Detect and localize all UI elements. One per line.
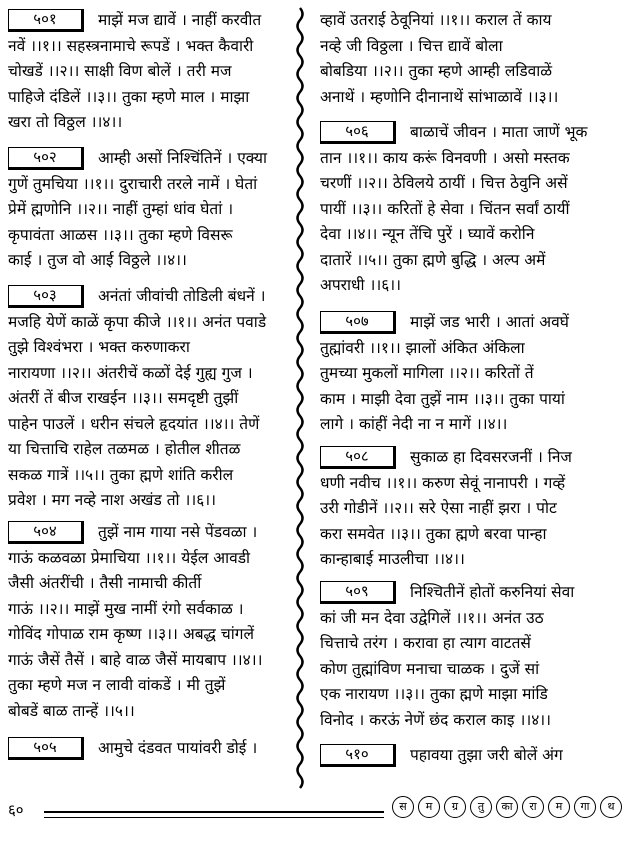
verse-501 — [8, 8, 290, 136]
verse-line: ५०१ माझें मज द्यावें । नाहीं करवीत — [8, 8, 290, 34]
verse-line: ५०३ अनंतां जीवांची तोडिली बंधनें । — [8, 284, 290, 310]
title-char: गा — [574, 796, 596, 818]
verse-506 — [320, 120, 600, 299]
title-char: थ — [600, 796, 622, 818]
verse-number-box: ५०९ — [320, 581, 396, 604]
verse-line: गाऊं कळवळा प्रेमाचिया ।।१।। येईल आवडी — [8, 548, 251, 567]
verse-line: बोबडें बाळ तान्हें ।।५।। — [8, 701, 135, 720]
verse-number-box: ५०५ — [8, 737, 84, 760]
verse-line: पाहेन पाउलें । धरीन संचले हृदयांत ।।४।। तेणें — [8, 414, 260, 433]
title-char: स — [392, 796, 414, 818]
verse-line: गाऊं जैसें तैसें । बाहे वाळ जैसें मायबाप ।।४।। — [8, 650, 263, 669]
verse-line: उरी गोडीनें ।।२।। सरे ऐसा नाहीं झरा । पोट — [320, 499, 557, 517]
verse-line: लागे । कांहीं नेदी ना न मागें ।।४।। — [320, 415, 508, 433]
verse-line: नारायणा ।।२।। अंतरीचें कळों देई गुह्य गुज । — [8, 363, 253, 382]
verse-line: या चित्ताचि राहेल तळमळ । होतील शीतळ — [8, 440, 241, 458]
column-divider — [293, 8, 307, 788]
title-char: म — [548, 796, 570, 818]
right-column — [320, 0, 600, 841]
verse-line: नव्हे जी विठ्ठला । चित्त द्यावें बोला — [320, 36, 503, 55]
verse-line: धणी नवीच ।।१।। करुण सेवूं नानापरी । गव्हें — [320, 473, 566, 492]
verse-line: अपराधी ।।६।। — [320, 276, 402, 294]
title-char: तु — [470, 796, 492, 818]
verse-line: व्हावें उतराई ठेवूनियां ।।१।। कराल तें काय — [320, 11, 552, 29]
verse-line: ५१० पहावया तुझा जरी बोलें अंग — [320, 743, 600, 769]
title-char: ग्र — [444, 796, 466, 818]
verse-line: तान ।।१।। काय करूं विनवणी । असो मस्तक — [320, 148, 570, 167]
verse-number-box: ५०१ — [8, 9, 84, 32]
verse-number-box: ५०७ — [320, 311, 396, 334]
verse-line: ५०६ बाळाचें जीवन । माता जाणें भूक — [320, 120, 600, 146]
verse-line: गोविंद गोपाळ राम कृष्ण ।।३।। अबद्ध चांगलें — [8, 625, 254, 643]
verse-line: गुणें तुमचिया ।।१।। दुराचारी तरले नामें । घेतां — [8, 174, 258, 193]
verse-line: तुमच्या मुकलों मागिला ।।२।। करितों तें — [320, 364, 534, 382]
verse-line: कान्हाबाई माउलीचा ।।४।। — [320, 550, 465, 568]
verse-line: करा समवेत ।।३।। तुका ह्मणे बरवा पान्हा — [320, 524, 547, 543]
book-title-circles — [392, 796, 626, 818]
verse-line: विनोद । करऊं नेणें छंद कराल काइ ।।४।। — [320, 710, 552, 729]
verse-line: खरा तो विठ्ठल ।।४।। — [8, 113, 123, 131]
title-char: रा — [522, 796, 544, 818]
verse-number-box: ५०२ — [8, 147, 84, 170]
verse-509 — [320, 580, 600, 733]
verse-line: ५०२ आम्ही असों निश्चिंतिनें । एक्या — [8, 146, 290, 172]
verse-line: ५०८ सुकाळ हा दिवसरजनीं । निज — [320, 445, 600, 471]
verse-line: अनाथें । म्हणोनि दीनानाथें सांभाळावें ।।३।। — [320, 87, 559, 106]
verse-line: चित्ताचे तरंग । करावा हा त्याग वाटतसें — [320, 634, 531, 652]
title-char: म — [418, 796, 440, 818]
verse-line: ५०५ आमुचे दंडवत पायांवरी डोई । — [8, 736, 290, 762]
verse-line: सकळ गात्रें ।।५।। तुका ह्मणे शांति करील — [8, 465, 234, 484]
verse-line: पाहिजे दंडिलें ।।३।। तुका म्हणे माल । माझा — [8, 87, 250, 106]
verse-line: तुझे विश्वंभरा । भक्त करुणाकरा — [8, 338, 190, 356]
verse-line: कां जी मन देवा उद्वेगिलें ।।१।। अनंत उठ — [320, 608, 544, 627]
verse-number-box: ५०८ — [320, 446, 396, 469]
verse-line: प्रवेश । मग नव्हे नाश अखंड तो ।।६।। — [8, 491, 217, 509]
verse-number-box: ५१० — [320, 744, 396, 767]
verse-510 — [320, 743, 600, 769]
verse-line: ५०७ माझें जड भारी । आतां अवघें — [320, 310, 600, 336]
verse-line: देवा ।।४।। न्यून तेंचि पुरें । घ्यावें करोनि — [320, 225, 535, 243]
verse-line: ५०९ निश्चितीनें होतों करुनियां सेवा — [320, 580, 600, 606]
page-number: ६० — [8, 801, 24, 819]
verse-number-box: ५०४ — [8, 521, 84, 544]
verse-504 — [8, 520, 290, 724]
verse-continuation — [320, 8, 600, 110]
verse-line: जैसी अंतरींची । तैसी नामाची कीर्ती — [8, 574, 202, 592]
verse-number-box: ५०६ — [320, 121, 396, 144]
verse-line: काम । माझी देवा तुझें नाम ।।३।। तुका पायां — [320, 389, 565, 408]
verse-line: काई । तुज वो आई विठ्ठले ।।४।। — [8, 251, 187, 269]
verse-line: अंतरीं तें बीज राखईन ।।३।। समदृष्टी तुझीं — [8, 389, 239, 407]
verse-line: नवें ।।१।। सहस्त्रनामाचे रूपडें । भक्त कैवारी — [8, 36, 254, 55]
verse-line: ५०४ तुझें नाम गाया नसे पेंडवळा । — [8, 520, 290, 546]
verse-line: प्रेमें ह्मणोनि ।।२।। नाहीं तुम्हां धांव घेतां । — [8, 200, 234, 218]
verse-line: बोबडिया ।।२।। तुका म्हणे आम्ही लडिवाळें — [320, 62, 553, 80]
page-footer — [0, 790, 615, 830]
verse-line: मजहि येणें काळें कृपा कीजे ।।१।। अनंत पवाडे — [8, 312, 267, 331]
verse-line: गाऊं ।।२।। माझें मुख नामीं रंगो सर्वकाळ । — [8, 599, 244, 618]
verse-line: तुह्मांवरी ।।१।। झालों अंकित अंकिला — [320, 338, 525, 357]
verse-line: चोखडें ।।२।। साक्षी विण बोलें । तरी मज — [8, 62, 232, 80]
verse-line: पायीं ।।३।। करितों हे सेवा । चिंतन सर्वां ठायीं — [320, 199, 570, 218]
verse-502 — [8, 146, 290, 274]
verse-number-box: ५०३ — [8, 285, 84, 308]
verse-503 — [8, 284, 290, 514]
verse-line: चरणीं ।।२।। ठेविलये ठायीं । चित्त ठेवुनि असें — [320, 174, 568, 192]
footer-rule — [44, 811, 384, 818]
verse-line: कृपावंता आळस ।।३।। तुका म्हणे विसरू — [8, 225, 233, 244]
verse-507 — [320, 310, 600, 438]
verse-line: तुका म्हणे मज न लावी वांकडें । मी तुझें — [8, 676, 226, 694]
verse-line: एक नारायण ।।३।। तुका ह्मणे माझा मांडि — [320, 685, 548, 703]
verse-505 — [8, 736, 290, 762]
verse-line: कोण तुह्मांविण मनाचा चाळक । दुजें सां — [320, 659, 540, 678]
title-char: का — [496, 796, 518, 818]
verse-line: दातारें ।।५।। तुका ह्मणे बुद्धि । अल्प अमें — [320, 250, 546, 269]
left-column — [8, 0, 290, 841]
verse-508 — [320, 445, 600, 573]
